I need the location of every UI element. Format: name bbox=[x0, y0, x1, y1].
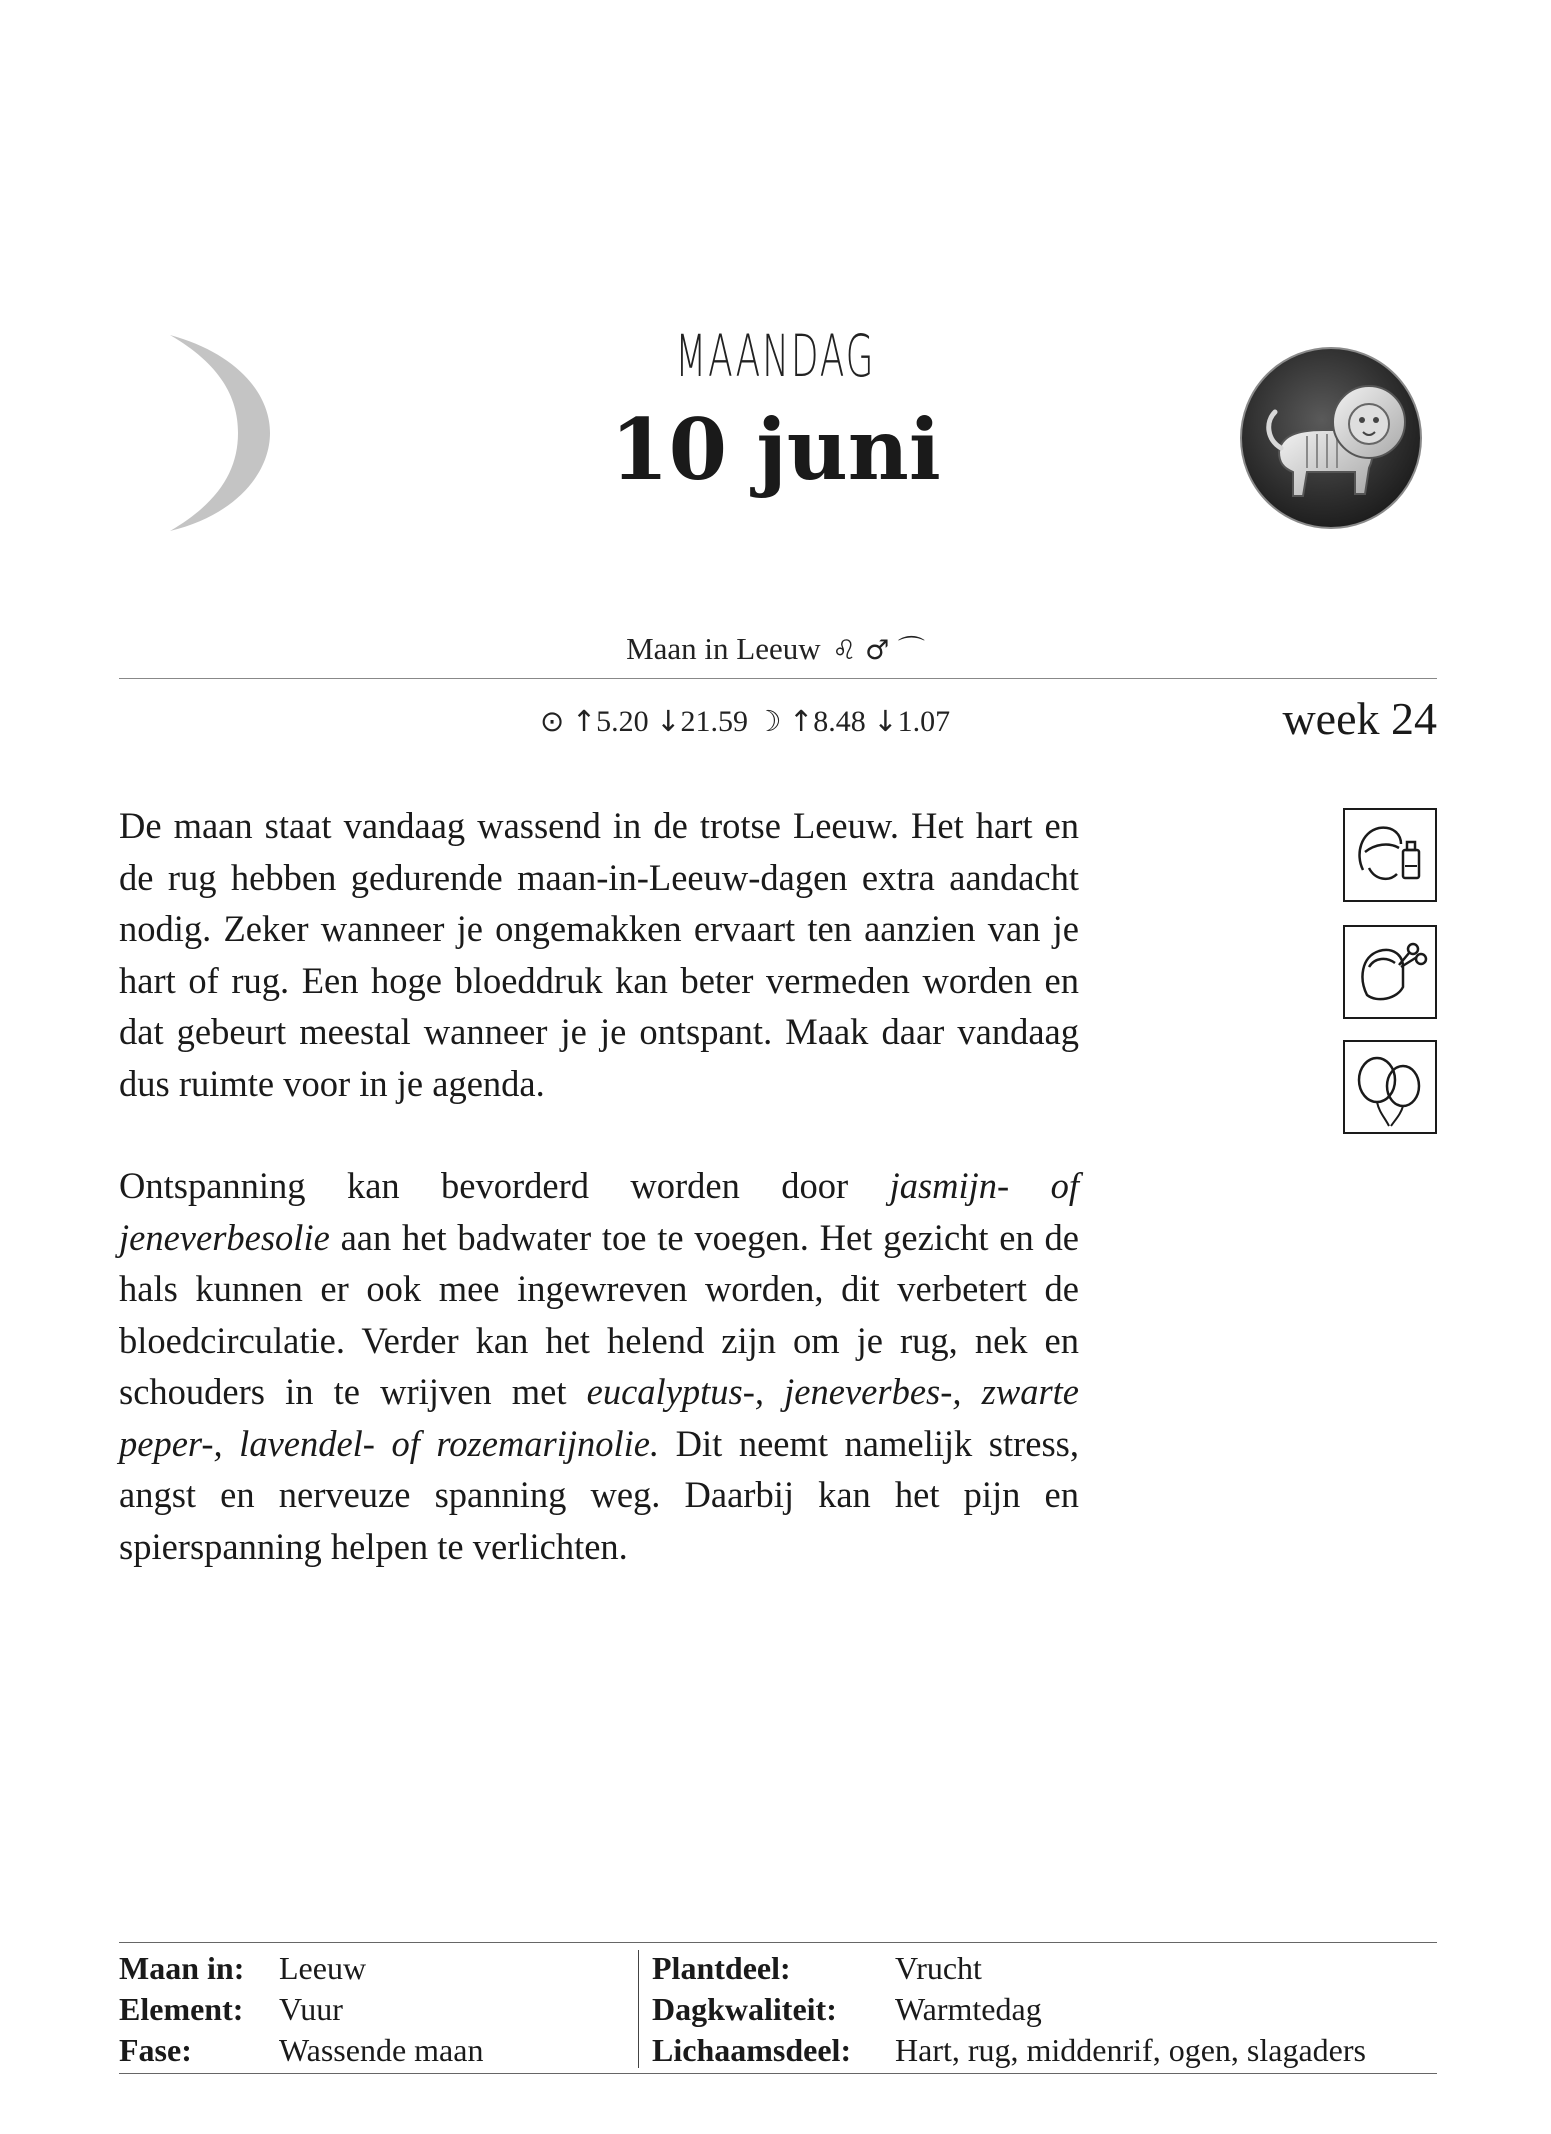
footer-right bbox=[652, 1948, 1442, 2071]
face-care-icon bbox=[1343, 808, 1437, 902]
paragraph-2-text: Dit neemt namelijk stress, angst en nerveuze spanning weg. Daarbij kan het pijn en spierspanning helpen te verlichten. bbox=[119, 1422, 1079, 1567]
footer-row bbox=[119, 1948, 619, 1989]
moon-set-time: 1.07 bbox=[897, 705, 951, 738]
footer-label: Dagkwaliteit: bbox=[652, 1991, 837, 2027]
down-arrow-icon: ↓ bbox=[656, 704, 681, 738]
sun-rise-time: 5.20 bbox=[596, 705, 649, 738]
footer-label: Plantdeel: bbox=[652, 1950, 791, 1986]
paragraph-2-text: aan het badwater toe te voegen. Het gezicht en de hals kunnen er ook mee ingewreven worden, dit verbetert de bloedcirculatie. Verder kan het helend zijn om je rug, nek en schouders in te wrijven met bbox=[119, 1216, 1079, 1412]
footer-value: Vrucht bbox=[895, 1950, 982, 1986]
moon-rise-time: 8.48 bbox=[813, 705, 866, 738]
down-arrow-icon: ↓ bbox=[873, 704, 898, 738]
footer-row bbox=[652, 1948, 1442, 1989]
moon-icon: ☽ bbox=[755, 704, 782, 738]
moon-in-sign-line bbox=[0, 628, 1551, 667]
moon-in-sign-text: Maan in Leeuw bbox=[626, 631, 821, 666]
footer-value: Hart, rug, middenrif, ogen, slagaders bbox=[895, 2032, 1366, 2068]
footer-left bbox=[119, 1948, 619, 2071]
footer-row bbox=[119, 1989, 619, 2030]
paragraph-2 bbox=[119, 1160, 1079, 1572]
footer-value: Wassende maan bbox=[279, 2032, 484, 2068]
top-divider bbox=[119, 678, 1437, 679]
body-text bbox=[119, 800, 1079, 1572]
footer-row bbox=[652, 2030, 1442, 2071]
footer-label: Maan in: bbox=[119, 1950, 245, 1986]
sun-icon: ⊙ bbox=[540, 704, 565, 738]
footer-column-divider bbox=[638, 1950, 639, 2068]
footer-divider-bottom bbox=[119, 2073, 1437, 2074]
paragraph-1: De maan staat vandaag wassend in de trotse Leeuw. Het hart en de rug hebben gedurende maan-in-Leeuw-dagen extra aandacht nodig. Zeker wanneer je ongemakken ervaart ten aanzien van je hart of rug. Een hoge bloeddruk kan beter vermeden worden en dat gebeurt meestal wanneer je je ontspant. Maak daar vandaag dus ruimte voor in je agenda. bbox=[119, 805, 1079, 1104]
paragraph-2-italic: jasmijn- of jeneverbesolie bbox=[119, 1165, 1079, 1258]
footer-value: Leeuw bbox=[279, 1950, 367, 1986]
leo-lion-icon bbox=[1237, 344, 1425, 532]
footer-label: Element: bbox=[119, 1991, 244, 2027]
paragraph-2-text: Ontspanning kan bevorderd worden door bbox=[119, 1165, 890, 1206]
footer-divider-top bbox=[119, 1942, 1437, 1943]
up-arrow-icon: ↑ bbox=[571, 704, 597, 738]
footer-label: Lichaamsdeel: bbox=[652, 2032, 852, 2068]
footer-value: Warmtedag bbox=[895, 1991, 1042, 2027]
sun-moon-times bbox=[540, 704, 950, 739]
footer-row bbox=[119, 2030, 619, 2071]
paragraph-2-italic: eucalyptus-, jeneverbes-, zwarte peper-, lavendel- of rozemarijnolie. bbox=[119, 1371, 1079, 1464]
footer-value: Vuur bbox=[279, 1991, 343, 2027]
haircut-scissors-icon bbox=[1343, 925, 1437, 1019]
up-arrow-icon: ↑ bbox=[788, 704, 814, 738]
balloons-icon bbox=[1343, 1040, 1437, 1134]
footer-label: Fase: bbox=[119, 2032, 192, 2068]
page-date: 10 juni bbox=[610, 400, 941, 499]
sign-symbols: ♌ ♂ ⌒ bbox=[832, 635, 925, 666]
week-number: week 24 bbox=[1282, 693, 1437, 744]
day-name: MAANDAG bbox=[675, 322, 876, 390]
footer-row bbox=[652, 1989, 1442, 2030]
sun-set-time: 21.59 bbox=[680, 705, 748, 738]
